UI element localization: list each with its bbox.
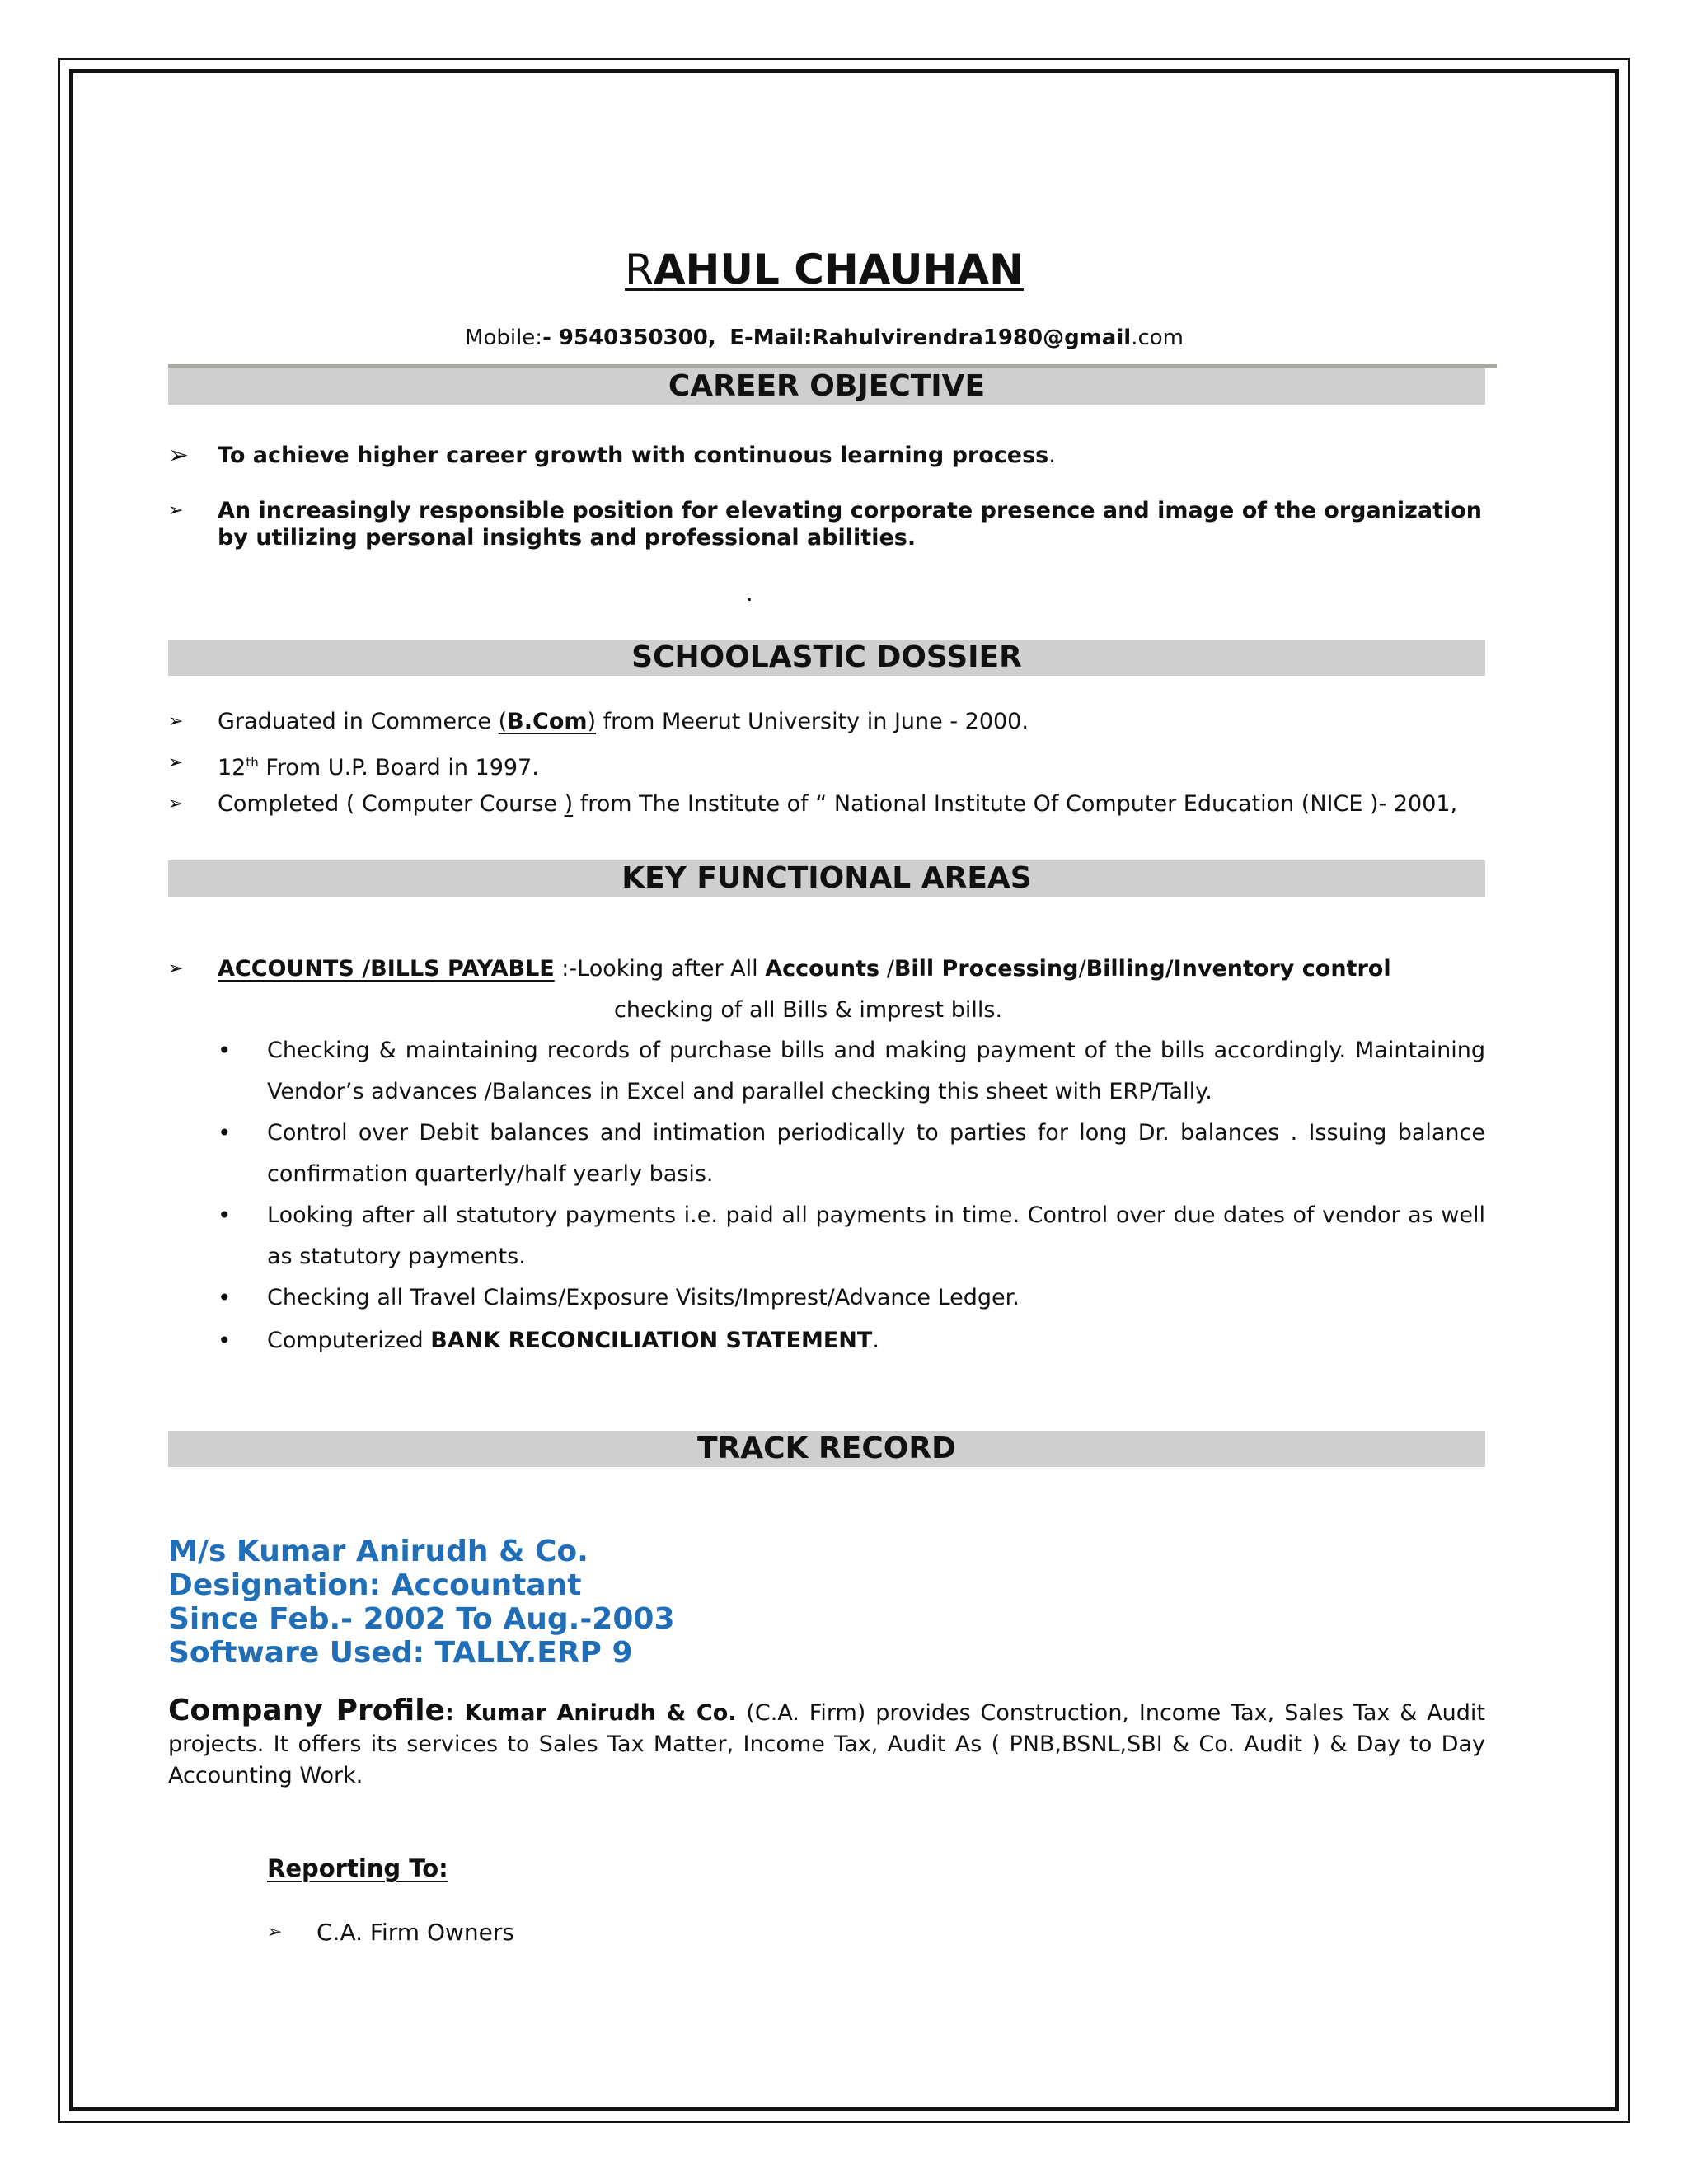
section-heading-track-record: TRACK RECORD [168, 1431, 1485, 1467]
arrow-bullet-icon: ➢ [168, 711, 184, 732]
lead-continuation: checking of all Bills & imprest bills. [614, 997, 1003, 1023]
email-address[interactable]: Rahulvirendra1980@gmail [812, 326, 1132, 350]
employment-period: Since Feb.- 2002 To Aug.-2003 [168, 1602, 675, 1636]
arrow-bullet-icon: ➢ [168, 752, 184, 773]
stray-dot: . [746, 581, 753, 607]
arrow-bullet-icon: ➢ [168, 441, 190, 470]
reporting-to-label: Reporting To: [267, 1854, 448, 1882]
arrow-bullet-icon: ➢ [267, 1922, 283, 1943]
section-heading-schoolastic-dossier: SCHOOLASTIC DOSSIER [168, 640, 1485, 676]
header-divider [168, 364, 1497, 368]
candidate-name: RAHUL CHAUHAN [625, 246, 1024, 293]
company-name: M/s Kumar Anirudh & Co. [168, 1535, 588, 1568]
mobile-number: - 9540350300, [542, 326, 716, 350]
arrow-bullet-icon: ➢ [168, 794, 184, 814]
company-profile: Company Profile: Kumar Anirudh & Co. (C.A. Firm) provides Construction, Income Tax, Sales Tax & Audit projects. It offers its services to Sales Tax Matter, Income Tax, Audit As ( PNB,BSNL,SBI & Co. Audit ) & Day to Day Accounting Work. [168, 1694, 1486, 1788]
dot-bullet-icon: • [218, 1284, 232, 1311]
dot-bullet-icon: • [218, 1037, 232, 1064]
dot-bullet-icon: • [218, 1327, 232, 1354]
dot-bullet-icon: • [218, 1119, 232, 1146]
contact-line: Mobile:- 9540350300, E-Mail:Rahulvirendra1980@gmail.com [465, 326, 1184, 350]
designation: Designation: Accountant [168, 1568, 582, 1602]
software-used: Software Used: TALLY.ERP 9 [168, 1636, 633, 1670]
arrow-bullet-icon: ➢ [168, 958, 184, 979]
section-heading-career-objective: CAREER OBJECTIVE [168, 368, 1485, 405]
dot-bullet-icon: • [218, 1202, 232, 1229]
arrow-bullet-icon: ➢ [168, 500, 184, 521]
section-heading-key-functional-areas: KEY FUNCTIONAL AREAS [168, 860, 1485, 897]
